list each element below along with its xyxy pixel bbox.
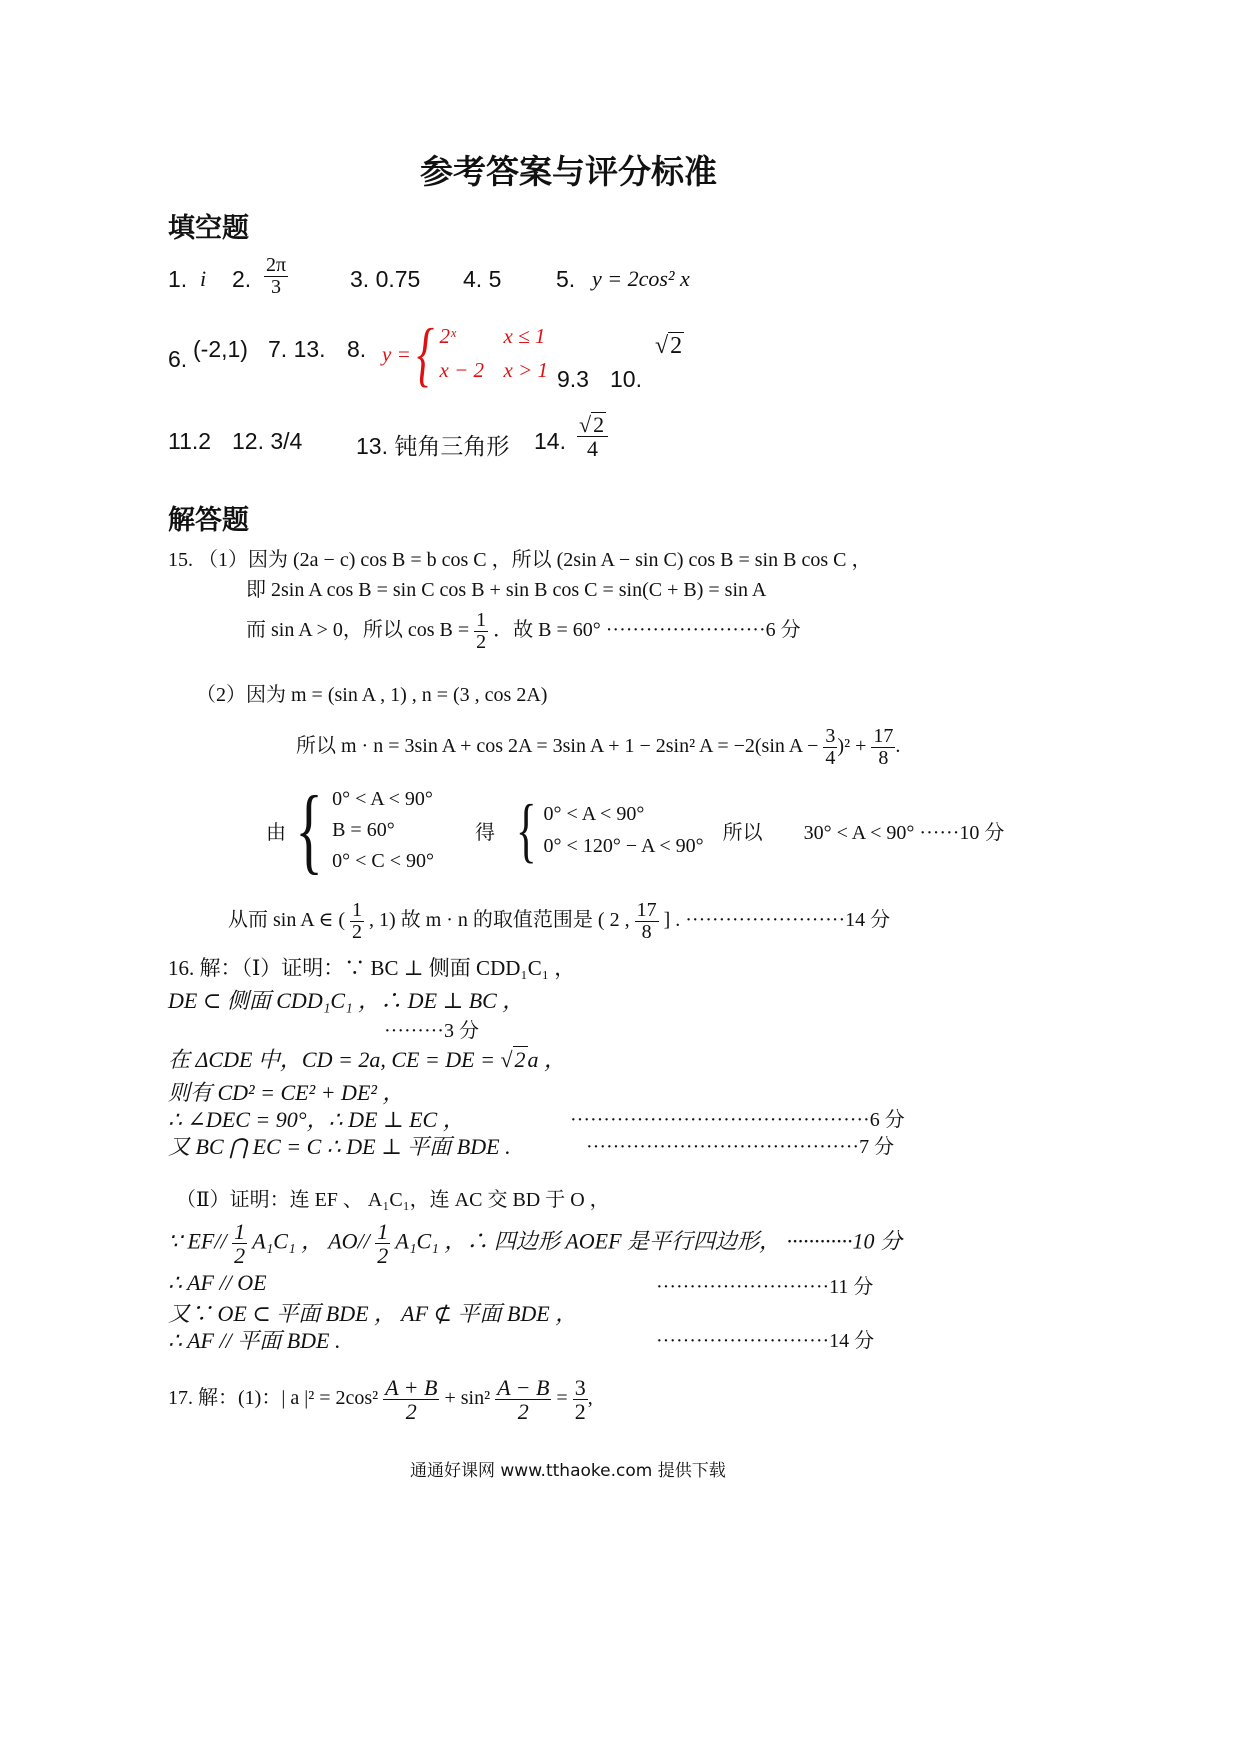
answer-9: 9.3 bbox=[557, 366, 589, 392]
q15-frac3-num: 17 bbox=[873, 725, 894, 747]
footer-credit: 通通好课网 www.tthaoke.com 提供下载 bbox=[410, 1461, 726, 1481]
q16-line-8: （Ⅱ）证明：连 EF 、 A₁C₁，连 AC 交 BD 于 O ， bbox=[176, 1189, 610, 1211]
q15-system1-line2: B = 60° bbox=[332, 818, 395, 841]
q15-frac-den: 2 bbox=[476, 631, 487, 653]
q16-line-11: 又∵ OE ⊂ 平面 BDE ， AF ⊄ 平面 BDE ， bbox=[168, 1301, 578, 1326]
q17-frac3-den: 2 bbox=[574, 1399, 586, 1425]
q17-line-1a: 17. 解：(1)：| a |² = 2cos² bbox=[168, 1387, 379, 1410]
page-title: 参考答案与评分标准 bbox=[420, 152, 717, 191]
sqrt-icon: √ bbox=[579, 412, 592, 437]
q16-line-5: 则有 CD² = CE² + DE² ， bbox=[168, 1080, 405, 1105]
answer-1-label: 1. bbox=[168, 266, 188, 292]
q15-you: 由 bbox=[266, 821, 286, 844]
answer-2-denominator: 3 bbox=[271, 276, 282, 298]
q15-line-7c: ] . ························14 分 bbox=[663, 909, 891, 932]
q16-line-10: ∴ AF // OE bbox=[168, 1270, 267, 1295]
q15-line-5a: 所以 m · n = 3sin A + cos 2A = 3sin A + 1 − 2sin² A = −2(sin A − bbox=[296, 735, 819, 758]
q16-line-3: ·········3 分 bbox=[384, 1020, 479, 1042]
q16-line-9a: ∵ EF// bbox=[168, 1228, 227, 1254]
q15-line-7a: 从而 sin A ∈ ( bbox=[228, 909, 346, 932]
answer-1-value: i bbox=[200, 266, 207, 291]
section-heading-fill: 填空题 bbox=[168, 213, 249, 244]
q15-line-2: 即 2sin A cos B = sin C cos B + sin B cos C = sin(C + B) = sin A bbox=[246, 579, 767, 601]
q15-line-6 bbox=[266, 776, 1005, 883]
q15-so: 所以 bbox=[722, 821, 763, 844]
answer-2-fraction bbox=[264, 255, 288, 298]
q16-line-9c: A₁C₁ ，∴ 四边形 AOEF 是平行四边形， ············10 分 bbox=[395, 1228, 903, 1254]
answer-5-label: 5. bbox=[556, 266, 576, 292]
q17-line-1 bbox=[168, 1376, 593, 1423]
q16-line-1: 16. 解：（Ⅰ）证明：∵ BC ⊥ 侧面 CDD₁C₁ ， bbox=[168, 956, 576, 980]
answer-7: 7. 13. bbox=[268, 336, 326, 362]
q16-frac2-den: 2 bbox=[377, 1243, 389, 1269]
q15-system1-line3: 0° < C < 90° bbox=[332, 849, 434, 872]
q15-line-3a: 而 sin A > 0，所以 cos B = bbox=[246, 619, 470, 642]
q16-score-11: ··························11 分 bbox=[656, 1276, 874, 1298]
q16-score-6: ·············································6 分 bbox=[570, 1109, 905, 1131]
answer-10-value bbox=[655, 332, 684, 360]
q15-frac2-den: 4 bbox=[825, 747, 836, 769]
q15-brace-2: { bbox=[515, 790, 537, 870]
answer-10-radicand: 2 bbox=[670, 333, 683, 359]
q15-frac3-den: 8 bbox=[878, 747, 889, 769]
answer-3: 3. 0.75 bbox=[350, 266, 421, 292]
answer-14-numerator: 2 bbox=[593, 412, 605, 437]
q15-line-4: （2）因为 m = (sin A , 1) , n = (3 , cos 2A) bbox=[196, 684, 548, 706]
q15-frac5-den: 8 bbox=[641, 921, 652, 943]
answer-4: 4. 5 bbox=[463, 266, 502, 292]
q15-system2-line1: 0° < A < 90° bbox=[543, 803, 645, 825]
sqrt-icon: √ bbox=[655, 333, 669, 359]
q16-line-7: 又 BC ⋂ EC = C ∴ DE ⊥ 平面 BDE . bbox=[168, 1134, 511, 1159]
q16-frac1-num: 1 bbox=[234, 1219, 246, 1244]
answer-10-label: 10. bbox=[610, 366, 642, 392]
q16-radicand: 2 bbox=[514, 1047, 526, 1072]
q16-line-12: ∴ AF // 平面 BDE . bbox=[168, 1328, 341, 1353]
q15-frac-num: 1 bbox=[476, 609, 487, 631]
q15-frac5-num: 17 bbox=[636, 899, 657, 921]
q15-system2-line2: 0° < 120° − A < 90° bbox=[543, 835, 704, 857]
q17-frac2-num: A − B bbox=[497, 1375, 550, 1400]
q15-line-1: 15. （1）因为 (2a − c) cos B = b cos C ，所以 (2sin A − sin C) cos B = sin B cos C ， bbox=[168, 549, 872, 571]
answer-8-case1: 2ˣ bbox=[439, 324, 456, 349]
q15-frac4-num: 1 bbox=[352, 899, 363, 921]
answer-14-label: 14. bbox=[534, 428, 566, 454]
answer-2-numerator: 2π bbox=[266, 254, 287, 276]
q15-frac2-num: 3 bbox=[825, 725, 836, 747]
q16-line-4a: 在 ΔCDE 中，CD = 2a, CE = DE = bbox=[168, 1047, 495, 1072]
q15-frac4-den: 2 bbox=[352, 921, 363, 943]
q15-system1-line1: 0° < A < 90° bbox=[332, 787, 433, 810]
q16-line-4 bbox=[168, 1043, 566, 1074]
sqrt-icon: √ bbox=[500, 1047, 513, 1072]
answer-8-brace: { bbox=[416, 314, 434, 394]
q15-line-3b: ．故 B = 60° ························6 分 bbox=[493, 619, 801, 642]
q17-frac1-num: A + B bbox=[385, 1375, 438, 1400]
section-heading-solve: 解答题 bbox=[168, 505, 249, 536]
q15-line-5 bbox=[296, 726, 900, 769]
answer-8-piecewise bbox=[382, 314, 549, 394]
answer-8-cond1: x ≤ 1 bbox=[503, 324, 546, 349]
q17-line-1d: , bbox=[587, 1387, 593, 1410]
answer-6-label: 6. bbox=[168, 346, 188, 372]
answer-8-y: y = bbox=[382, 341, 411, 366]
answer-8-label: 8. bbox=[347, 336, 367, 362]
q15-result: 30° < A < 90° ······10 分 bbox=[803, 821, 1005, 844]
q17-line-1c: = bbox=[556, 1387, 568, 1410]
q15-de: 得 bbox=[474, 821, 495, 844]
q15-line-3 bbox=[246, 610, 801, 653]
q16-line-2: DE ⊂ 侧面 CDD₁C₁ ，∴ DE ⊥ BC ， bbox=[168, 988, 525, 1013]
q17-frac1-den: 2 bbox=[405, 1399, 417, 1425]
q15-brace-1: { bbox=[295, 776, 323, 883]
q16-score-7: ·········································7 分 bbox=[586, 1136, 895, 1158]
q16-frac1-den: 2 bbox=[234, 1243, 246, 1269]
q16-line-6: ∴ ∠DEC = 90°，∴ DE ⊥ EC ， bbox=[168, 1107, 465, 1132]
answer-11: 11.2 bbox=[168, 428, 212, 454]
q16-score-14: ··························14 分 bbox=[656, 1330, 875, 1352]
answer-2-label: 2. bbox=[232, 266, 252, 292]
answer-5-value: y = 2cos² x bbox=[592, 266, 690, 291]
answer-14-fraction bbox=[577, 412, 608, 460]
q15-line-7b: , 1) 故 m · n 的取值范围是 ( 2 , bbox=[369, 909, 630, 932]
q15-line-5b: )² + bbox=[837, 735, 867, 758]
q16-line-9b: A₁C₁ ， AO// bbox=[252, 1228, 370, 1254]
q15-line-7 bbox=[228, 900, 890, 943]
answer-12: 12. 3/4 bbox=[232, 428, 303, 454]
q17-frac3-num: 3 bbox=[574, 1375, 586, 1400]
answer-8-cond2: x > 1 bbox=[503, 358, 549, 382]
answer-14-denominator: 4 bbox=[587, 436, 599, 462]
answer-8-case2: x − 2 bbox=[439, 358, 485, 382]
q16-line-9 bbox=[168, 1220, 902, 1267]
answer-13: 13. 钝角三角形 bbox=[356, 433, 510, 459]
q15-line-5c: . bbox=[895, 735, 901, 758]
answer-6-value: (-2,1) bbox=[193, 336, 248, 362]
q17-frac2-den: 2 bbox=[517, 1399, 529, 1425]
q16-frac2-num: 1 bbox=[377, 1219, 389, 1244]
q16-line-4b: a ， bbox=[527, 1047, 567, 1072]
q17-line-1b: + sin² bbox=[444, 1387, 491, 1410]
